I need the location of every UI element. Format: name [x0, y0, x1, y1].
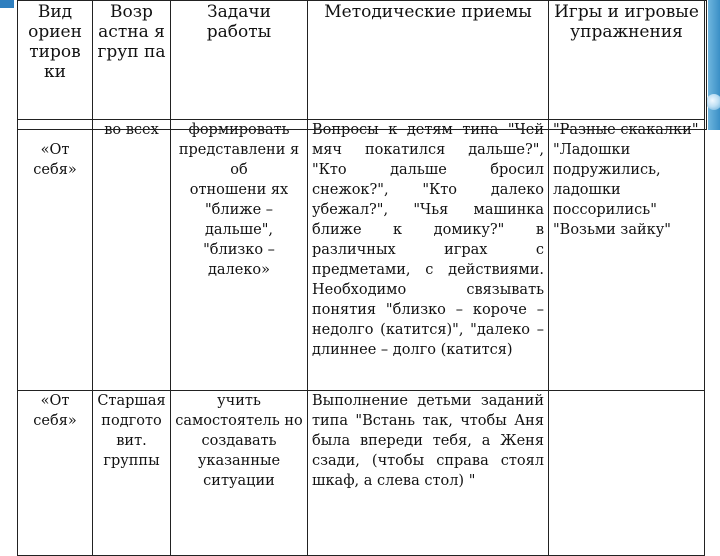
header-cell-orientation-type: [18, 1, 93, 120]
header-text: Задачи работы: [206, 2, 272, 42]
header-cell-games: [549, 1, 705, 120]
header-cell-tasks: [171, 1, 308, 120]
table-row: [18, 391, 705, 556]
header-text: Возр астна я груп па: [97, 2, 166, 62]
cell-games: "Разные скакалки" "Ладошки подружились, ладошки поссорились" "Возьми зайку": [549, 120, 705, 391]
cell-age-group: Старшая подгото вит. группы: [93, 391, 171, 556]
methods-table: [17, 0, 705, 556]
cell-games: [549, 391, 705, 556]
cell-methods: Выполнение детьми заданий типа "Встань так, чтобы Аня была впереди тебя, а Женя сзади, (чтобы справа стоял шкаф, а слева стол) ": [308, 391, 549, 556]
bullet-dot-decoration: [706, 94, 720, 110]
cell-methods: Вопросы к детям типа "Чей мяч покатился дальше?", "Кто дальше бросил снежок?", "Кто далеко убежал?", "Чья машинка ближе к домику?" в различных играх с предметами, с действиями. Необходимо связывать понятия "близко – короче – недолго (катится)", "далеко – длиннее – долго (катится): [308, 120, 549, 391]
table-row: [18, 120, 705, 391]
cell-tasks: учить самостоятель но создавать указанные ситуации: [171, 391, 308, 556]
cell-tasks: формировать представлени я об отношени ях "ближе – дальше", "близко – далеко»: [171, 120, 308, 391]
header-cell-age-group: [93, 1, 171, 120]
side-accent-bar: [708, 0, 720, 130]
table-header-row: [18, 1, 705, 120]
header-cell-methods: [308, 1, 549, 120]
header-text: Вид ориен тиров ки: [28, 2, 82, 82]
header-text: Методические приемы: [324, 2, 532, 22]
corner-decoration: [0, 0, 14, 8]
cell-age-group: во всех: [93, 120, 171, 391]
cell-orientation-type: «От себя»: [18, 391, 93, 556]
header-text: Игры и игровые упражнения: [554, 2, 699, 42]
cell-orientation-type: «От себя»: [18, 120, 93, 391]
